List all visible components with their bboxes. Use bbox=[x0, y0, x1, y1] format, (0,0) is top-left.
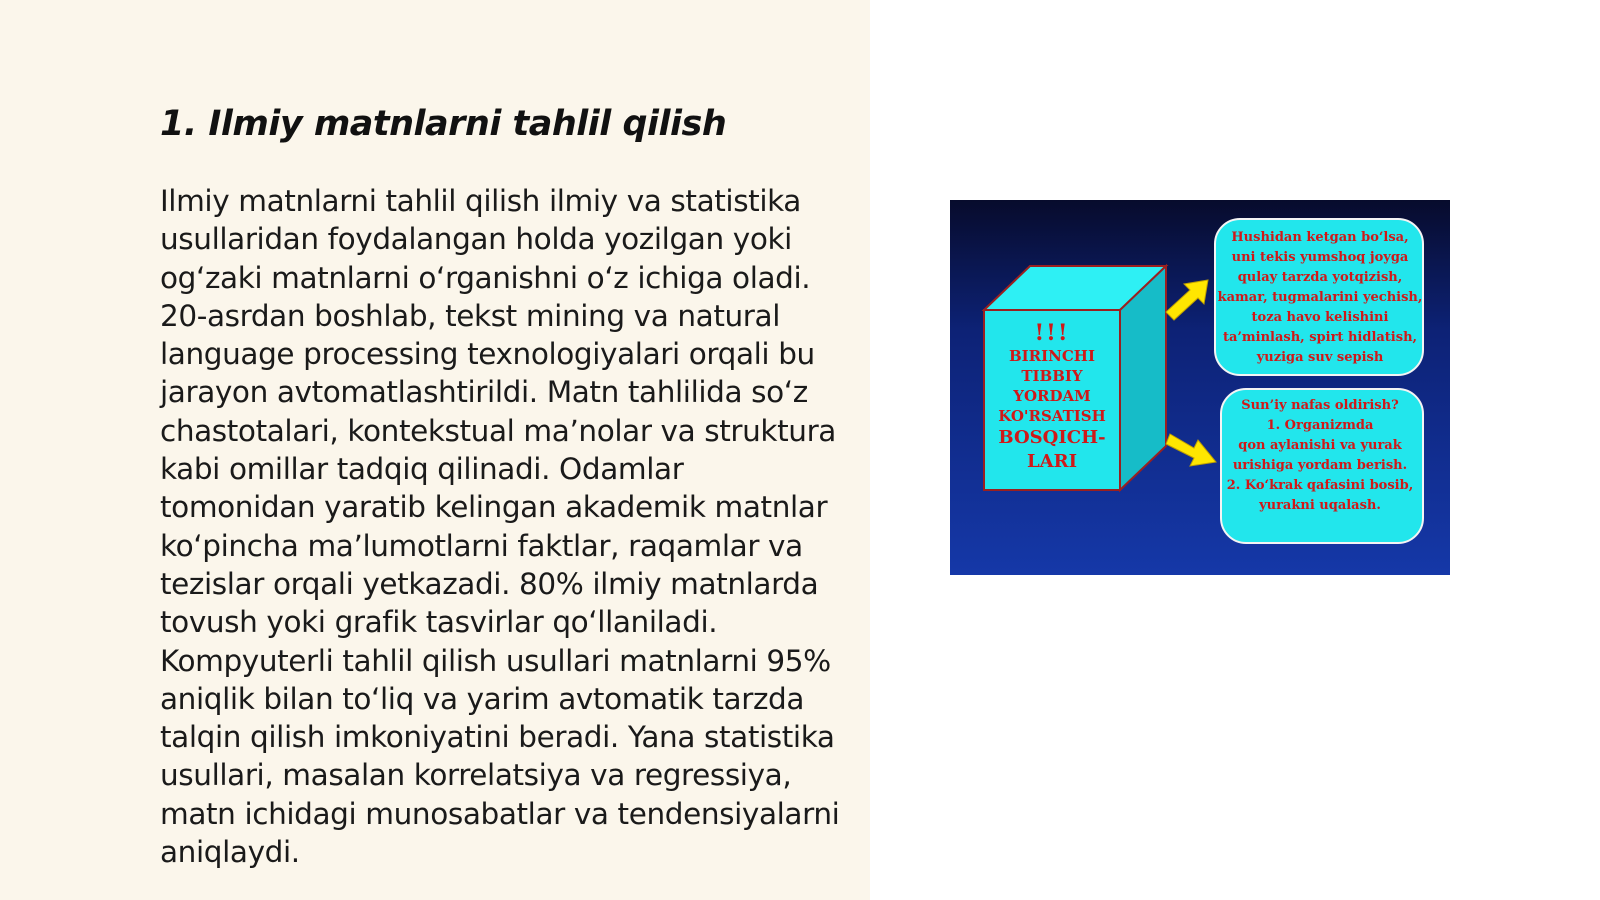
cube-label-line: LARI bbox=[1026, 451, 1077, 472]
bubble-top-line: toza havo kelishini bbox=[1251, 310, 1389, 325]
bubble-bottom-line: 1. Organizmda bbox=[1266, 418, 1374, 433]
bubble-bottom-text bbox=[1194, 396, 1446, 516]
bubble-top-line: uni tekis yumshoq joyga bbox=[1231, 250, 1409, 265]
cube-label-line: BOSQICH- bbox=[998, 427, 1106, 448]
slide-heading: 1. Ilmiy matnlarni tahlil qilish bbox=[160, 104, 727, 144]
cube-label-line: BIRINCHI bbox=[1008, 347, 1095, 365]
cube-label-line: TIBBIY bbox=[1021, 367, 1083, 385]
bubble-top-line: ta’minlash, spirt hidlatish, bbox=[1222, 330, 1418, 345]
cube-label-line: KO'RSATISH bbox=[998, 407, 1106, 425]
bubble-bottom-line: Sun’iy nafas oldirish? bbox=[1241, 398, 1399, 413]
cube-label-line: YORDAM bbox=[1013, 387, 1091, 405]
cube-label bbox=[984, 320, 1120, 474]
bubble-top-line: Hushidan ketgan bo‘lsa, bbox=[1231, 230, 1409, 245]
bubble-bottom-line: yurakni uqalash. bbox=[1259, 498, 1381, 513]
cube-label-mark: !!! bbox=[1034, 320, 1070, 346]
bubble-top-line: kamar, tugmalarini yechish, bbox=[1217, 290, 1423, 305]
bubble-bottom-line: urishiga yordam berish. bbox=[1232, 458, 1408, 473]
slide-body-text: Ilmiy matnlarni tahlil qilish ilmiy va statistika usullaridan foydalangan holda yozilgan yoki og‘zaki matnlarni o‘rganishni o‘z ichiga oladi. 20-asrdan boshlab, tekst mining va natural language processing texnologiyalari orqali bu jarayon avtomatlashtirildi. Matn tahlilida so‘z chastotalari, kontekstual ma’nolar va struktura kabi omillar tadqiq qilinadi. Odamlar tomonidan yaratib kelingan akademik matnlar ko‘pincha ma’lumotlarni faktlar, raqamlar va tezislar orqali yetkazadi. 80% ilmiy matnlarda tovush yoki grafik tasvirlar qo‘llaniladi. Kompyuterli tahlil qilish usullari matnlarni 95% aniqlik bilan to‘liq va yarim avtomatik tarzda talqin qilish imkoniyatini beradi. Yana statistika usullari, masalan korrelatsiya va regressiya, matn ichidagi munosabatlar va tendensiyalarni aniqlaydi. bbox=[160, 184, 840, 870]
bubble-bottom-line: 2. Ko‘krak qafasini bosib, bbox=[1226, 478, 1414, 493]
bubble-bottom-line: qon aylanishi va yurak bbox=[1238, 438, 1402, 453]
bubble-top-line: yuziga suv sepish bbox=[1256, 350, 1384, 365]
bubble-top-line: qulay tarzda yotqizish, bbox=[1237, 270, 1403, 285]
bubble-top-text bbox=[1188, 228, 1450, 368]
first-aid-diagram bbox=[950, 200, 1450, 575]
